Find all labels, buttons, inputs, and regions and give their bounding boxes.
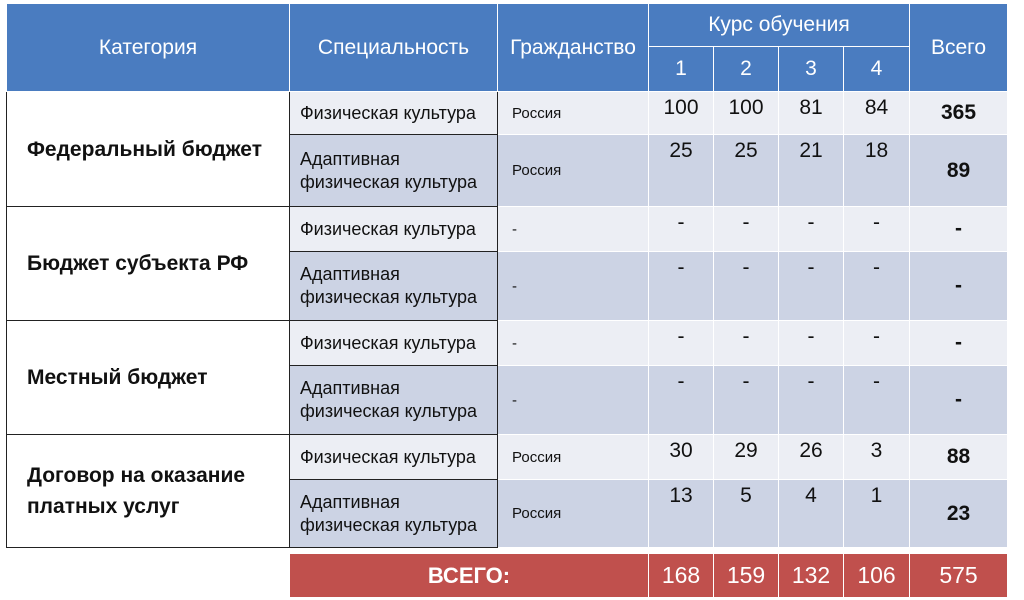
course-3-cell: - <box>779 321 844 366</box>
grand-total-label: ВСЕГО: <box>290 554 649 598</box>
specialty-cell: Адаптивная физическая культура <box>290 135 498 207</box>
category-cell: Бюджет субъекта РФ <box>7 207 290 321</box>
specialty-cell: Адаптивная физическая культура <box>290 252 498 321</box>
course-2-cell: - <box>714 366 779 435</box>
grand-total-value: 575 <box>910 554 1008 598</box>
course-4-cell: 84 <box>844 92 910 135</box>
category-cell: Договор на оказание платных услуг <box>7 435 290 548</box>
totals-row <box>7 554 1008 598</box>
course-3-cell: 81 <box>779 92 844 135</box>
course-4-cell: - <box>844 207 910 252</box>
course-4-cell: - <box>844 321 910 366</box>
header-course: Курс обучения <box>649 4 910 47</box>
course-3-cell: 21 <box>779 135 844 207</box>
header-course-4: 4 <box>844 47 910 92</box>
enrollment-table <box>6 3 1008 598</box>
specialty-cell: Физическая культура <box>290 207 498 252</box>
total-cell: - <box>910 321 1008 366</box>
blank-cell <box>7 554 290 598</box>
course-3-cell: - <box>779 366 844 435</box>
citizenship-cell: Россия <box>498 92 649 135</box>
citizenship-cell: Россия <box>498 135 649 207</box>
course-1-cell: 25 <box>649 135 714 207</box>
total-cell: 89 <box>910 135 1008 207</box>
specialty-cell: Физическая культура <box>290 321 498 366</box>
course-4-cell: - <box>844 252 910 321</box>
category-cell: Федеральный бюджет <box>7 92 290 207</box>
total-cell: 23 <box>910 480 1008 548</box>
course-3-cell: - <box>779 252 844 321</box>
course-4-cell: 18 <box>844 135 910 207</box>
category-cell: Местный бюджет <box>7 321 290 435</box>
header-course-1: 1 <box>649 47 714 92</box>
header-total: Всего <box>910 4 1008 92</box>
specialty-cell: Физическая культура <box>290 92 498 135</box>
citizenship-cell: - <box>498 252 649 321</box>
course-1-cell: 13 <box>649 480 714 548</box>
specialty-cell: Физическая культура <box>290 435 498 480</box>
specialty-cell: Адаптивная физическая культура <box>290 480 498 548</box>
course-2-cell: - <box>714 321 779 366</box>
citizenship-cell: Россия <box>498 435 649 480</box>
citizenship-cell: - <box>498 207 649 252</box>
course-1-cell: 30 <box>649 435 714 480</box>
course-1-cell: - <box>649 252 714 321</box>
course-4-cell: 3 <box>844 435 910 480</box>
course-2-cell: 5 <box>714 480 779 548</box>
course-1-cell: - <box>649 207 714 252</box>
total-cell: - <box>910 366 1008 435</box>
header-category: Категория <box>7 4 290 92</box>
course-3-cell: - <box>779 207 844 252</box>
course-2-cell: 100 <box>714 92 779 135</box>
header-course-3: 3 <box>779 47 844 92</box>
course-1-cell: - <box>649 321 714 366</box>
header-course-2: 2 <box>714 47 779 92</box>
citizenship-cell: - <box>498 321 649 366</box>
grand-total-course-2: 159 <box>714 554 779 598</box>
table-row <box>7 435 1008 480</box>
table-row <box>7 321 1008 366</box>
course-2-cell: - <box>714 207 779 252</box>
enrollment-table-container <box>6 3 1008 598</box>
course-2-cell: 29 <box>714 435 779 480</box>
grand-total-course-4: 106 <box>844 554 910 598</box>
course-1-cell: 100 <box>649 92 714 135</box>
header-specialty: Специальность <box>290 4 498 92</box>
course-2-cell: 25 <box>714 135 779 207</box>
citizenship-cell: - <box>498 366 649 435</box>
course-4-cell: 1 <box>844 480 910 548</box>
total-cell: - <box>910 252 1008 321</box>
total-cell: 365 <box>910 92 1008 135</box>
total-cell: - <box>910 207 1008 252</box>
table-row <box>7 92 1008 135</box>
course-2-cell: - <box>714 252 779 321</box>
specialty-cell: Адаптивная физическая культура <box>290 366 498 435</box>
course-3-cell: 4 <box>779 480 844 548</box>
header-citizenship: Гражданство <box>498 4 649 92</box>
total-cell: 88 <box>910 435 1008 480</box>
grand-total-course-3: 132 <box>779 554 844 598</box>
course-1-cell: - <box>649 366 714 435</box>
grand-total-course-1: 168 <box>649 554 714 598</box>
citizenship-cell: Россия <box>498 480 649 548</box>
course-4-cell: - <box>844 366 910 435</box>
table-row <box>7 207 1008 252</box>
course-3-cell: 26 <box>779 435 844 480</box>
